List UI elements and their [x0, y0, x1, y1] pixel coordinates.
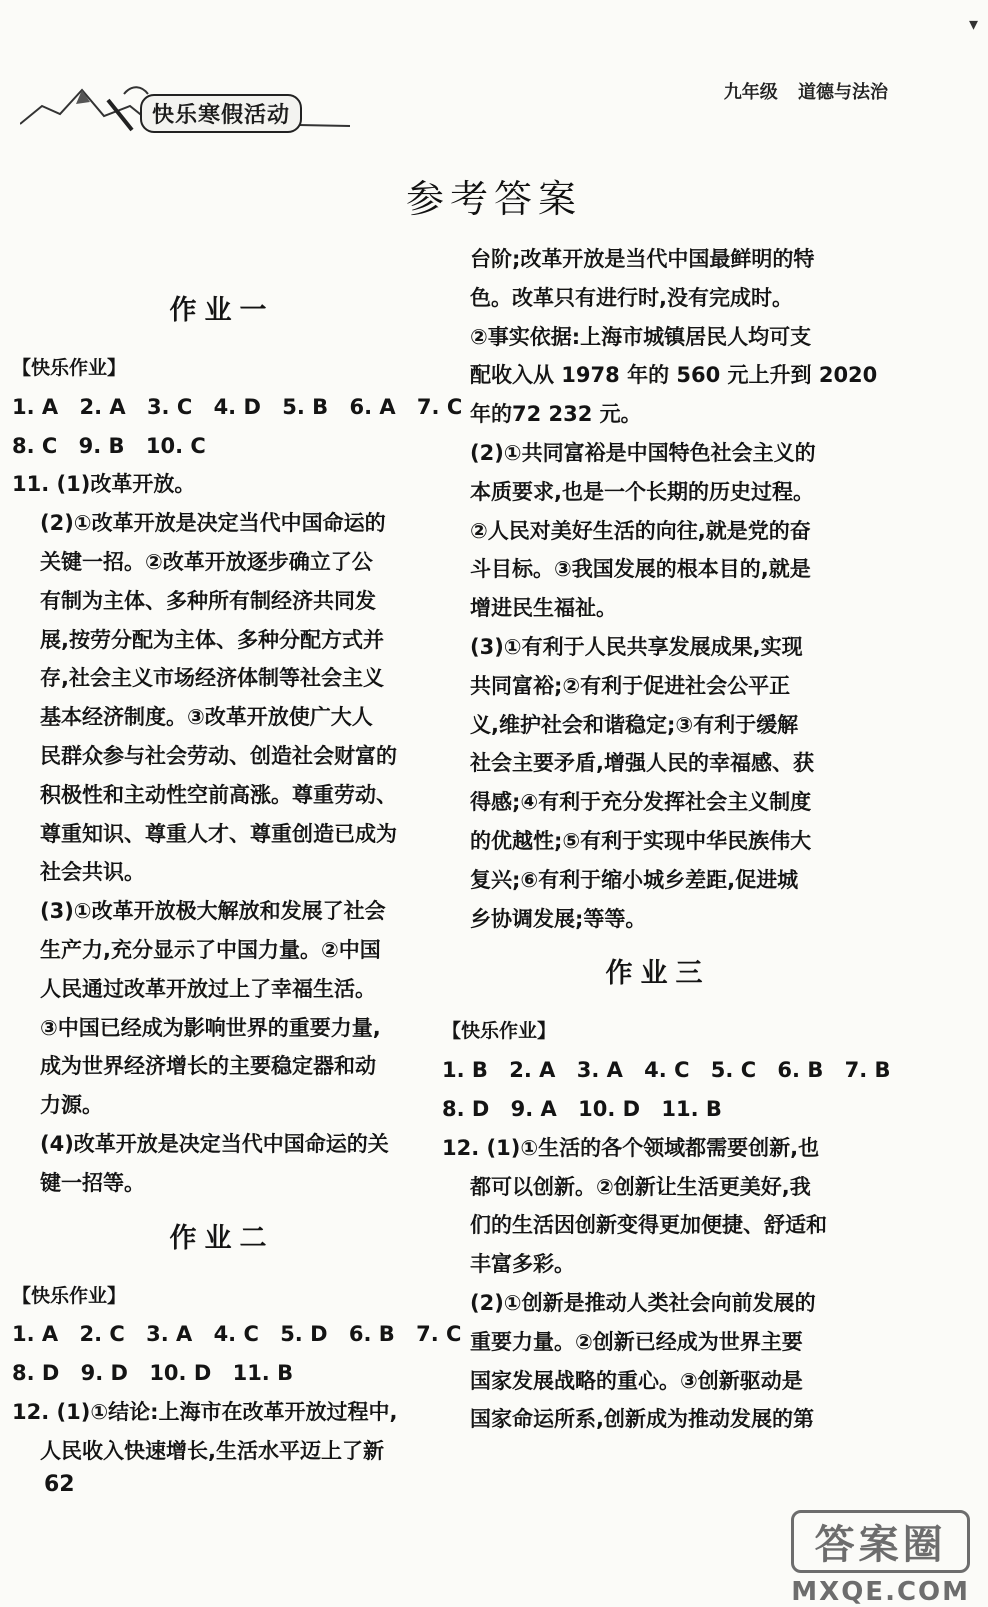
text-line: 国家发展战略的重心。③创新驱动是 — [470, 1368, 803, 1393]
text-line: 关键一招。②改革开放逐步确立了公 — [40, 549, 373, 574]
text-line: 年的72 232 元。 — [470, 402, 642, 427]
text-line: ③中国已经成为影响世界的重要力量, — [40, 1015, 381, 1040]
answer-row — [442, 1051, 891, 1090]
text-line: (2)①创新是推动人类社会向前发展的 — [470, 1290, 816, 1315]
answer-item: 4. C — [644, 1058, 690, 1083]
right-column — [442, 240, 891, 1439]
answer-item: 10. D — [578, 1096, 641, 1121]
text-line: 义,维护社会和谐稳定;③有利于缓解 — [470, 712, 799, 737]
text-line: ②事实依据:上海市城镇居民人均可支 — [470, 324, 812, 349]
answer-item: 1. A — [12, 1322, 59, 1347]
text-line: 力源。 — [40, 1093, 103, 1118]
answer-item: 9. B — [78, 433, 125, 458]
answer-row — [12, 427, 432, 466]
answer-item: 1. A — [12, 394, 59, 419]
answer-item: 5. B — [282, 394, 329, 419]
text-line: 乡协调发展;等等。 — [470, 906, 647, 931]
text-line: 重要力量。②创新已经成为世界主要 — [470, 1329, 803, 1354]
answer-item: 8. D — [12, 1361, 60, 1386]
text-line: (2)①共同富裕是中国特色社会主义的 — [470, 440, 816, 465]
watermark-logo: 答案圈 — [791, 1510, 970, 1573]
text-line: 展,按劳分配为主体、多种分配方式并 — [40, 627, 384, 652]
answer-item: 5. C — [710, 1058, 757, 1083]
answer-item: 2. A — [509, 1058, 556, 1083]
text-line: 色。改革只有进行时,没有完成时。 — [470, 285, 793, 310]
logo-text: 快乐寒假活动 — [140, 94, 302, 133]
answer-item: 8. C — [12, 433, 58, 458]
text-line: 得感;④有利于充分发挥社会主义制度 — [470, 790, 812, 815]
answer-item: 3. A — [146, 1322, 193, 1347]
answer-item: 7. C — [416, 1322, 462, 1347]
text-line: 基本经济制度。③改革开放使广大人 — [40, 705, 373, 730]
logo — [20, 76, 350, 146]
page-title: 参考答案 — [405, 177, 582, 221]
section-tag: 【快乐作业】 — [12, 357, 127, 379]
text-line: 斗目标。③我国发展的根本目的,就是 — [470, 557, 811, 582]
answer-item: 4. D — [213, 394, 261, 419]
answer-item: 2. A — [79, 394, 126, 419]
corner-mark: ▾ — [968, 14, 978, 35]
answer-item: 6. B — [777, 1058, 824, 1083]
text-line: ②人民对美好生活的向往,就是党的奋 — [470, 518, 811, 543]
answer-item: 8. D — [442, 1096, 490, 1121]
answer-item: 7. B — [844, 1058, 891, 1083]
watermark — [791, 1510, 970, 1607]
header-info — [710, 78, 888, 104]
text-line: 有制为主体、多种所有制经济共同发 — [40, 588, 376, 613]
section-tag: 【快乐作业】 — [442, 1020, 557, 1043]
text-line: 复兴;⑥有利于缩小城乡差距,促进城 — [470, 867, 799, 892]
text-line: 存,社会主义市场经济体制等社会主义 — [40, 666, 384, 691]
text-line: 本质要求,也是一个长期的历史过程。 — [470, 479, 814, 504]
answer-item: 11. B — [661, 1096, 722, 1121]
subject-label: 道德与法治 — [798, 82, 888, 103]
answer-item: 2. C — [79, 1322, 125, 1347]
text-line: 的优越性;⑤有利于实现中华民族伟大 — [470, 828, 812, 853]
text-line: 配收入从 1978 年的 560 元上升到 2020 — [470, 363, 878, 388]
page-number: 62 — [44, 1472, 75, 1497]
text-line: 12. (1)①结论:上海市在改革开放过程中, — [12, 1399, 398, 1424]
text-line: 键一招等。 — [40, 1170, 145, 1195]
text-line: 丰富多彩。 — [470, 1252, 575, 1277]
answer-item: 10. D — [149, 1361, 212, 1386]
answer-item: 11. B — [232, 1361, 294, 1386]
answer-item: 6. B — [348, 1322, 395, 1347]
text-line: 共同富裕;②有利于促进社会公平正 — [470, 673, 791, 698]
grade-label: 九年级 — [723, 82, 778, 103]
text-line: 11. (1)改革开放。 — [12, 472, 196, 497]
text-line: (3)①改革开放极大解放和发展了社会 — [40, 899, 386, 924]
answer-item: 9. D — [80, 1361, 128, 1386]
answer-row — [12, 1354, 432, 1393]
answer-item: 10. C — [145, 433, 206, 458]
answer-row — [442, 1090, 874, 1129]
text-line: 积极性和主动性空前高涨。尊重劳动、 — [40, 782, 397, 807]
text-line: (3)①有利于人民共享发展成果,实现 — [470, 634, 803, 659]
answer-item: 4. C — [213, 1322, 259, 1347]
section-title: 作业二 — [169, 1222, 275, 1254]
text-line: 们的生活因创新变得更加便捷、舒适和 — [470, 1213, 827, 1238]
answer-item: 3. C — [146, 394, 193, 419]
answer-item: 5. D — [280, 1322, 328, 1347]
answer-row — [12, 1315, 462, 1354]
section-title: 作业三 — [605, 958, 711, 990]
text-line: 生产力,充分显示了中国力量。②中国 — [40, 937, 381, 962]
text-line: 国家命运所系,创新成为推动发展的第 — [470, 1407, 814, 1432]
answer-row — [12, 388, 463, 427]
section-tag: 【快乐作业】 — [12, 1284, 127, 1307]
text-line: 社会主要矛盾,增强人民的幸福感、获 — [470, 751, 814, 776]
text-line: 人民收入快速增长,生活水平迈上了新 — [40, 1438, 384, 1463]
text-line: (4)改革开放是决定当代中国命运的关 — [40, 1131, 389, 1156]
text-line: 台阶;改革开放是当代中国最鲜明的特 — [470, 247, 815, 271]
section-title: 作业一 — [169, 295, 275, 326]
text-line: 人民通过改革开放过上了幸福生活。 — [40, 976, 376, 1001]
text-line: 社会共识。 — [40, 860, 145, 885]
text-line: 增进民生福祉。 — [470, 596, 617, 621]
text-line: 民群众参与社会劳动、创造社会财富的 — [40, 743, 397, 768]
watermark-url: MXQE.COM — [791, 1577, 970, 1607]
answer-item: 3. A — [576, 1058, 623, 1083]
answer-item: 1. B — [442, 1058, 488, 1083]
left-column — [12, 275, 463, 1471]
answer-item: 6. A — [349, 394, 396, 419]
text-line: 成为世界经济增长的主要稳定器和动 — [40, 1054, 376, 1079]
text-line: 都可以创新。②创新让生活更美好,我 — [470, 1174, 811, 1199]
answer-item: 7. C — [416, 394, 463, 419]
text-line: 12. (1)①生活的各个领域都需要创新,也 — [442, 1135, 820, 1160]
answer-item: 9. A — [510, 1096, 557, 1121]
text-line: 尊重知识、尊重人才、尊重创造已成为 — [40, 821, 397, 846]
text-line: (2)①改革开放是决定当代中国命运的 — [40, 511, 386, 536]
